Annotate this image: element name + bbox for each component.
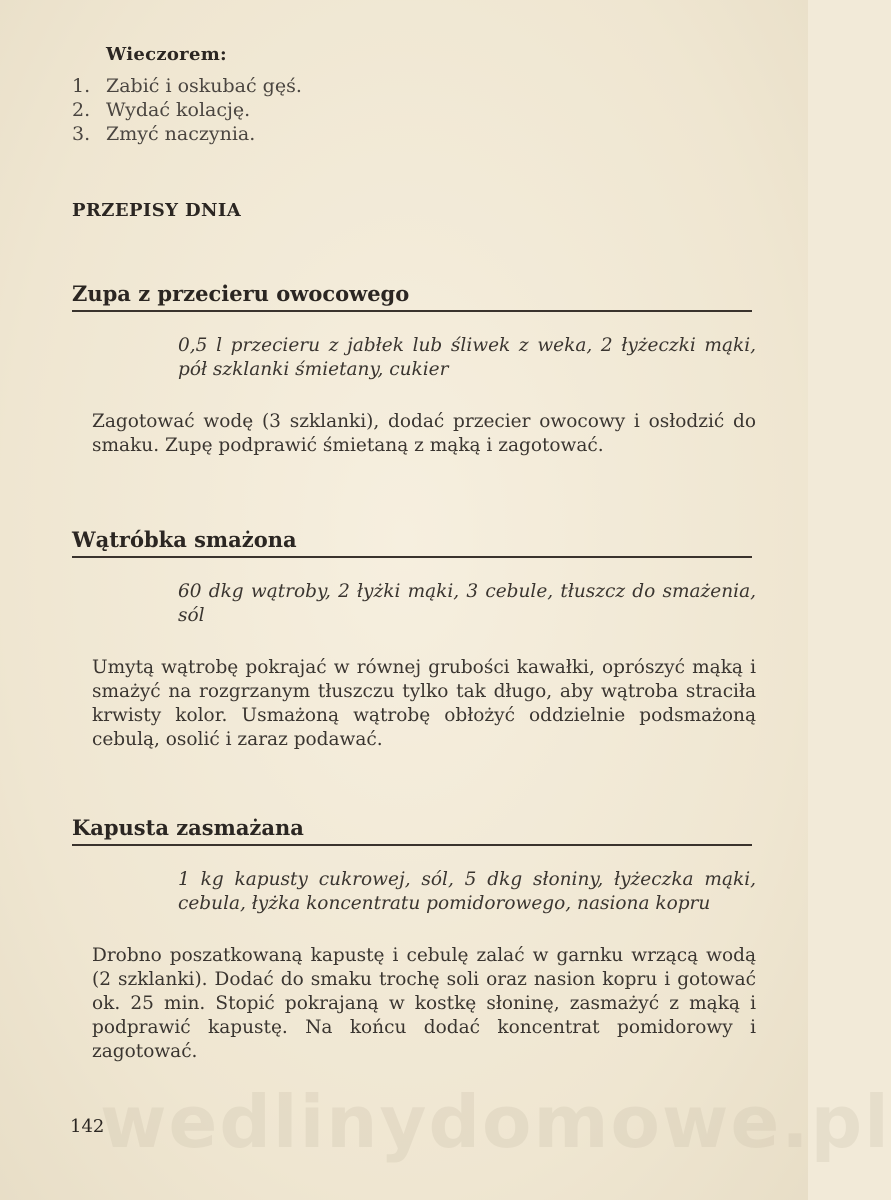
list-item-text: Zmyć naczynia. — [106, 123, 256, 145]
watermark: wedlinydomowe.pl — [100, 1080, 891, 1164]
title-rule — [72, 844, 752, 846]
list-item — [72, 98, 302, 122]
recipe-method: Umytą wątrobę pokrajać w równej grubości kawałki, oprószyć mąką i smażyć na rozgrzanym tłuszczu tylko tak długo, aby wątroba straciła krwisty kolor. Usmażoną wątrobę obłożyć oddzielnie podsmażoną cebulą, osolić i zaraz podawać. — [92, 657, 756, 750]
title-rule — [72, 310, 752, 312]
recipe — [72, 281, 756, 458]
page-number: 142 — [70, 1116, 105, 1137]
list-item-text: Zabić i oskubać gęś. — [106, 75, 302, 97]
todo-heading: Wieczorem: — [106, 44, 228, 65]
list-item — [72, 74, 302, 98]
recipe-method: Drobno poszatkowaną kapustę i cebulę zalać w garnku wrzącą wodą (2 szklanki). Dodać do smaku trochę soli oraz nasion kopru i gotować ok. 25 min. Stopić pokrajaną w kostkę słoninę, zasmażyć z mąką i podprawić kapustę. Na końcu dodać koncentrat pomidorowy i zagotować. — [92, 945, 756, 1062]
recipe-method: Zagotować wodę (3 szklanki), dodać przecier owocowy i osłodzić do smaku. Zupę podprawić śmietaną z mąką i zagotować. — [92, 411, 756, 456]
recipe-ingredients: 0,5 l przecieru z jabłek lub śliwek z weka, 2 łyżeczki mąki, pół szklanki śmietany, cukier — [178, 335, 756, 380]
list-item-number: 1. — [72, 75, 91, 97]
list-item-number: 3. — [72, 123, 91, 145]
recipe — [72, 527, 756, 752]
list-item — [72, 122, 302, 146]
recipe-title: Zupa z przecieru owocowego — [72, 281, 410, 306]
todo-list — [72, 74, 302, 146]
recipe-title: Wątróbka smażona — [72, 527, 297, 552]
recipe-ingredients: 1 kg kapusty cukrowej, sól, 5 dkg słoniny, łyżeczka mąki, cebula, łyżka koncentratu pomidorowego, nasiona kopru — [178, 869, 756, 914]
recipe-ingredients: 60 dkg wątroby, 2 łyżki mąki, 3 cebule, tłuszcz do smażenia, sól — [178, 581, 756, 626]
recipe — [72, 815, 756, 1064]
title-rule — [72, 556, 752, 558]
list-item-text: Wydać kolację. — [106, 99, 251, 121]
section-title: PRZEPISY DNIA — [72, 200, 242, 221]
list-item-number: 2. — [72, 99, 91, 121]
recipe-title: Kapusta zasmażana — [72, 815, 304, 840]
